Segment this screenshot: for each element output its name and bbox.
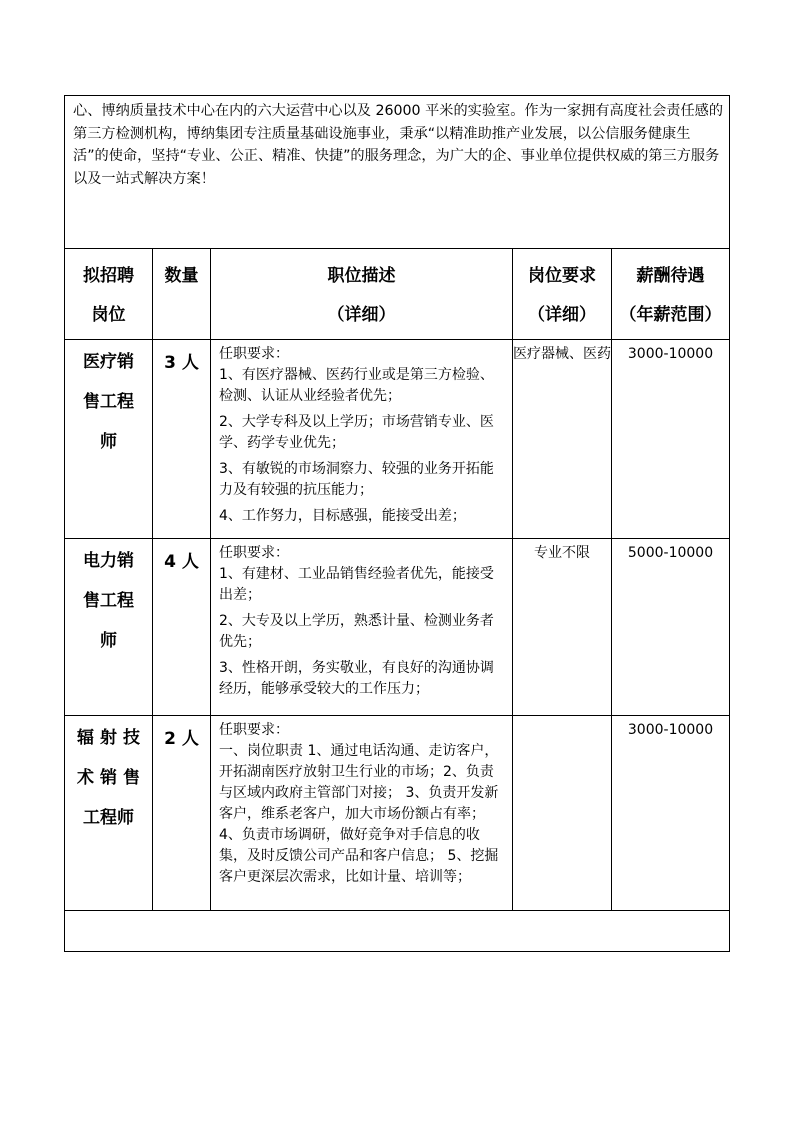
job-title — [65, 716, 153, 911]
table-row — [65, 539, 730, 716]
desc-item: 3、性格开朗，务实敬业，有良好的沟通协调经历，能够承受较大的工作压力； — [219, 660, 494, 697]
header-salary — [612, 249, 730, 340]
job-title-line: 电力销 — [83, 551, 134, 571]
header-quantity-label: 数量 — [164, 266, 199, 286]
job-title-line: 辐射技 — [77, 728, 140, 748]
recruitment-table — [64, 95, 730, 952]
job-description — [211, 539, 513, 716]
company-intro: 心、博纳质量技术中心在内的六大运营中心以及 26000 平米的实验室。作为一家拥有高度社会责任感的第三方检测机构，博纳集团专注质量基础设施事业，秉承“以精准助推产业发展，以公信服务健康生活”的使命，坚持“专业、公正、精准、快捷”的服务理念，为广大的企、事业单位提供权威的第三方服务以及一站式解决方案！ — [65, 96, 730, 249]
job-quantity: 2 人 — [153, 716, 211, 911]
job-quantity: 3 人 — [153, 340, 211, 539]
header-position-line2: 岗位 — [91, 305, 126, 325]
job-title-line: 售工程 — [83, 392, 134, 412]
job-title-line: 工程师 — [83, 808, 134, 828]
empty-cell — [65, 911, 730, 952]
table-empty-row — [65, 911, 730, 952]
job-requirement: 专业不限 — [513, 539, 612, 716]
job-description — [211, 340, 513, 539]
desc-item: 1、有医疗器械、医药行业或是第三方检验、检测、认证从业经验者优先； — [219, 367, 494, 404]
desc-item: 3、有敏锐的市场洞察力、较强的业务开拓能力及有较强的抗压能力； — [219, 461, 494, 498]
job-title-line: 医疗销 — [83, 352, 134, 372]
job-title — [65, 539, 153, 716]
header-description-line2: （详细） — [327, 305, 396, 325]
header-requirement-line1: 岗位要求 — [528, 266, 596, 286]
header-salary-line1: 薪酬待遇 — [636, 266, 705, 286]
job-salary: 3000-10000 — [612, 716, 730, 911]
desc-text: 一、岗位职责 1、通过电话沟通、走访客户，开拓湖南医疗放射卫生行业的市场；2、负责与区域内政府主管部门对接； 3、负责开发新客户，维系老客户，加大市场份额占有率； 4、负责市场调研，做好竞争对手信息的收集，及时反馈公司产品和客户信息； 5、挖掘客户更深层次需求，比如计量、培训等； — [219, 743, 499, 885]
header-description-line1: 职位描述 — [327, 266, 396, 286]
job-requirement — [513, 716, 612, 911]
desc-heading: 任职要求： — [219, 545, 289, 561]
job-salary: 5000-10000 — [612, 539, 730, 716]
header-quantity — [153, 249, 211, 340]
job-description — [211, 716, 513, 911]
header-description — [211, 249, 513, 340]
job-title-line: 术销售 — [77, 768, 140, 788]
job-title — [65, 340, 153, 539]
desc-heading: 任职要求： — [219, 346, 289, 362]
job-salary: 3000-10000 — [612, 340, 730, 539]
desc-item: 1、有建材、工业品销售经验者优先，能接受出差； — [219, 566, 494, 603]
desc-item: 2、大专及以上学历，熟悉计量、检测业务者优先； — [219, 613, 494, 650]
job-quantity: 4 人 — [153, 539, 211, 716]
table-row — [65, 716, 730, 911]
job-title-line: 师 — [100, 432, 117, 452]
job-title-line: 师 — [100, 631, 117, 651]
table-header-row — [65, 249, 730, 340]
header-salary-line2: （年薪范围） — [619, 305, 722, 325]
job-requirement: 医疗器械、医药 — [513, 340, 612, 539]
job-title-line: 售工程 — [83, 591, 134, 611]
header-position — [65, 249, 153, 340]
header-position-line1: 拟招聘 — [83, 266, 134, 286]
desc-item: 4、工作努力，目标感强，能接受出差； — [219, 508, 466, 524]
desc-heading: 任职要求： — [219, 722, 289, 738]
table-row — [65, 340, 730, 539]
header-requirement — [513, 249, 612, 340]
header-requirement-line2: （详细） — [528, 305, 596, 325]
desc-item: 2、大学专科及以上学历；市场营销专业、医学、药学专业优先； — [219, 414, 494, 451]
